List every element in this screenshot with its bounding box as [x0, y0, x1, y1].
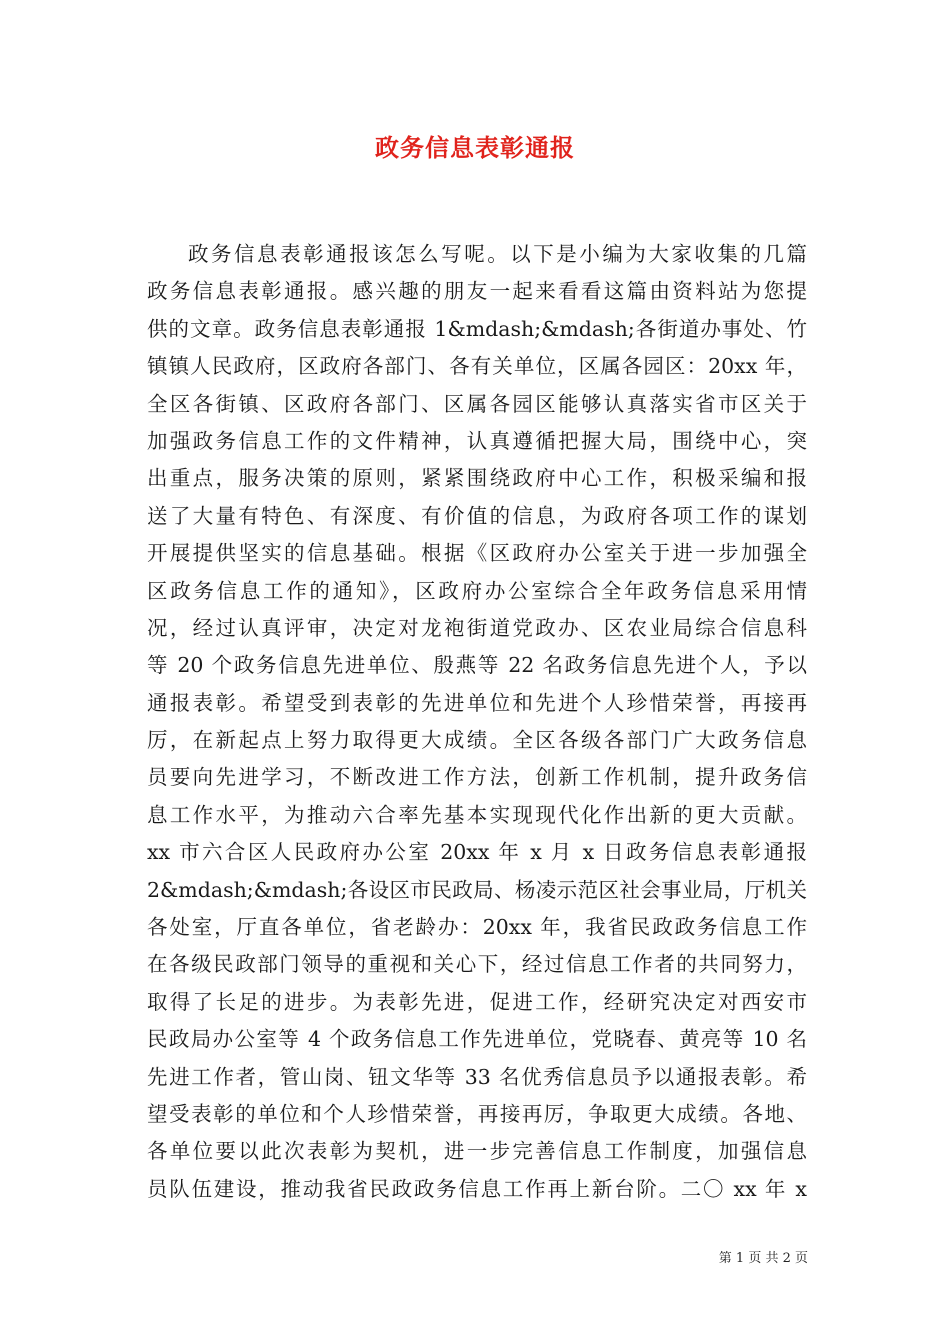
- page-indicator: 第 1 页 共 2 页: [718, 1251, 808, 1266]
- body-line-20: 在各级民政部门领导的重视和关心下，经过信息工作者的共同努力，: [147, 952, 807, 977]
- body-line-16: 息工作水平，为推动六合率先基本实现现代化作出新的更大贡献。: [147, 802, 807, 827]
- body-line-1: 政务信息表彰通报该怎么写呢。以下是小编为大家收集的几篇: [188, 242, 807, 266]
- body-line-25: 各单位要以此次表彰为契机，进一步完善信息工作制度，加强信息: [147, 1139, 807, 1164]
- body-line-9: 开展提供坚实的信息基础。根据《区政府办公室关于进一步加强全: [147, 541, 807, 566]
- body-line-13: 通报表彰。希望受到表彰的先进单位和先进个人珍惜荣誉，再接再: [147, 690, 807, 715]
- body-line-22: 民政局办公室等 4 个政务信息工作先进单位，党晓春、黄亮等 10 名: [147, 1027, 807, 1052]
- body-line-7: 出重点，服务决策的原则，紧紧围绕政府中心工作，积极采编和报: [147, 466, 807, 491]
- body-line-17: xx 市六合区人民政府办公室 20xx 年 x 月 x 日政务信息表彰通报: [147, 840, 807, 865]
- body-line-24: 望受表彰的单位和个人珍惜荣誉，再接再厉，争取更大成绩。各地、: [147, 1101, 807, 1126]
- body-line-18: 2&mdash;&mdash;各设区市民政局、杨凌示范区社会事业局，厅机关: [147, 877, 807, 902]
- document-title: 政务信息表彰通报: [375, 133, 575, 162]
- body-line-5: 全区各街镇、区政府各部门、区属各园区能够认真落实省市区关于: [147, 391, 807, 416]
- body-line-15: 员要向先进学习，不断改进工作方法，创新工作机制，提升政务信: [147, 765, 807, 790]
- document-body: [147, 236, 807, 1208]
- body-line-8: 送了大量有特色、有深度、有价值的信息，为政府各项工作的谋划: [147, 503, 807, 528]
- body-line-4: 镇镇人民政府，区政府各部门、各有关单位，区属各园区：20xx 年，: [147, 354, 807, 379]
- body-line-12: 等 20 个政务信息先进单位、殷燕等 22 名政务信息先进个人，予以: [147, 653, 807, 678]
- body-line-23: 先进工作者，管山岗、钮文华等 33 名优秀信息员予以通报表彰。希: [147, 1064, 807, 1089]
- body-line-21: 取得了长足的进步。为表彰先进，促进工作，经研究决定对西安市: [147, 989, 807, 1014]
- body-line-14: 厉，在新起点上努力取得更大成绩。全区各级各部门广大政务信息: [147, 728, 807, 753]
- body-line-6: 加强政务信息工作的文件精神，认真遵循把握大局，围绕中心，突: [147, 428, 807, 453]
- body-line-19: 各处室，厅直各单位，省老龄办：20xx 年，我省民政政务信息工作: [147, 915, 807, 940]
- body-line-2: 政务信息表彰通报。感兴趣的朋友一起来看看这篇由资料站为您提: [147, 279, 807, 304]
- body-line-3: 供的文章。政务信息表彰通报 1&mdash;&mdash;各街道办事处、竹: [147, 316, 807, 341]
- body-line-11: 况，经过认真评审，决定对龙袍街道党政办、区农业局综合信息科: [147, 615, 807, 640]
- body-line-10: 区政务信息工作的通知》，区政府办公室综合全年政务信息采用情: [147, 578, 807, 603]
- body-line-26: 员队伍建设，推动我省民政政务信息工作再上新台阶。二〇 xx 年 x: [147, 1176, 807, 1201]
